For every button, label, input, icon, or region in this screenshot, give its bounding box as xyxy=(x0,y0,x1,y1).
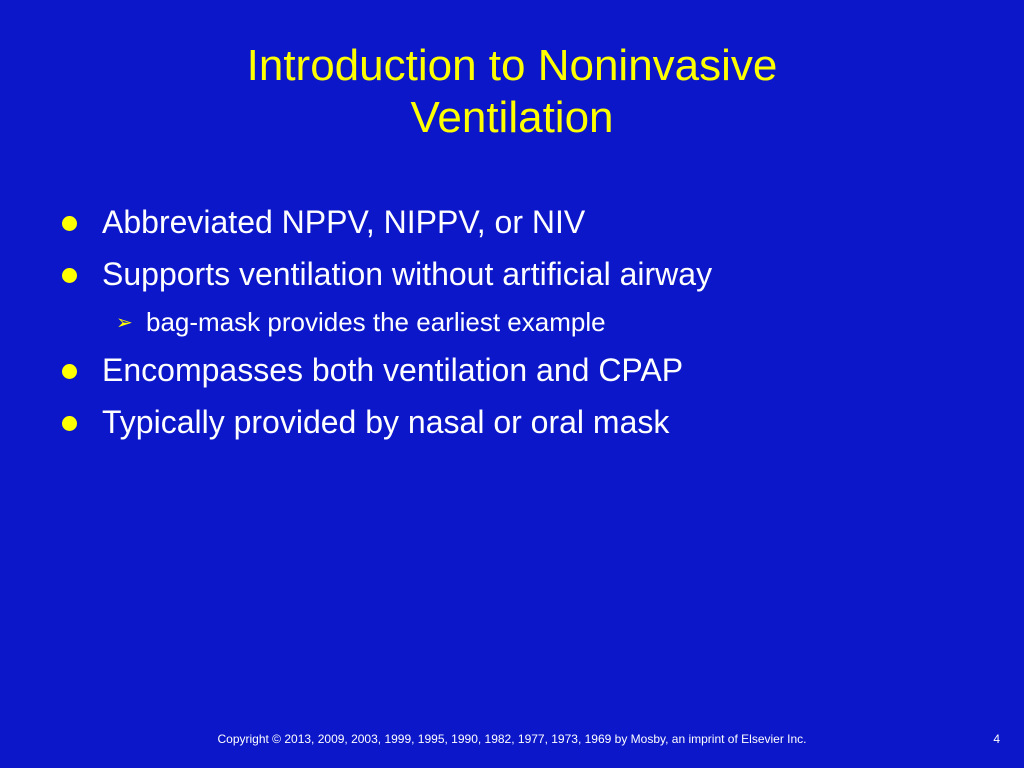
bullet-item xyxy=(58,196,978,248)
bullet-text: Typically provided by nasal or oral mask xyxy=(102,404,670,440)
bullet-text: Encompasses both ventilation and CPAP xyxy=(102,352,684,388)
slide-title xyxy=(0,40,1024,144)
bullet-dot-icon xyxy=(62,216,77,231)
slide-title-line-1: Introduction to Noninvasive xyxy=(246,41,778,90)
arrowhead-icon: ➢ xyxy=(116,310,133,334)
bullet-dot-icon xyxy=(62,364,77,379)
bullet-item xyxy=(58,344,978,396)
bullet-item xyxy=(58,396,978,448)
bullet-text: Supports ventilation without artificial airway xyxy=(102,256,713,292)
copyright-footer: Copyright © 2013, 2009, 2003, 1999, 1995, 1990, 1982, 1977, 1973, 1969 by Mosby, an imprint of Elsevier Inc. xyxy=(217,732,807,746)
sub-bullet-text: bag-mask provides the earliest example xyxy=(146,307,606,337)
page-number: 4 xyxy=(993,732,1000,746)
slide-title-line-2: Ventilation xyxy=(410,93,614,142)
bullet-text: Abbreviated NPPV, NIPPV, or NIV xyxy=(102,204,586,240)
sub-bullet-item xyxy=(58,300,978,344)
bullet-list xyxy=(58,196,978,448)
bullet-item xyxy=(58,248,978,300)
bullet-dot-icon xyxy=(62,268,77,283)
bullet-dot-icon xyxy=(62,416,77,431)
